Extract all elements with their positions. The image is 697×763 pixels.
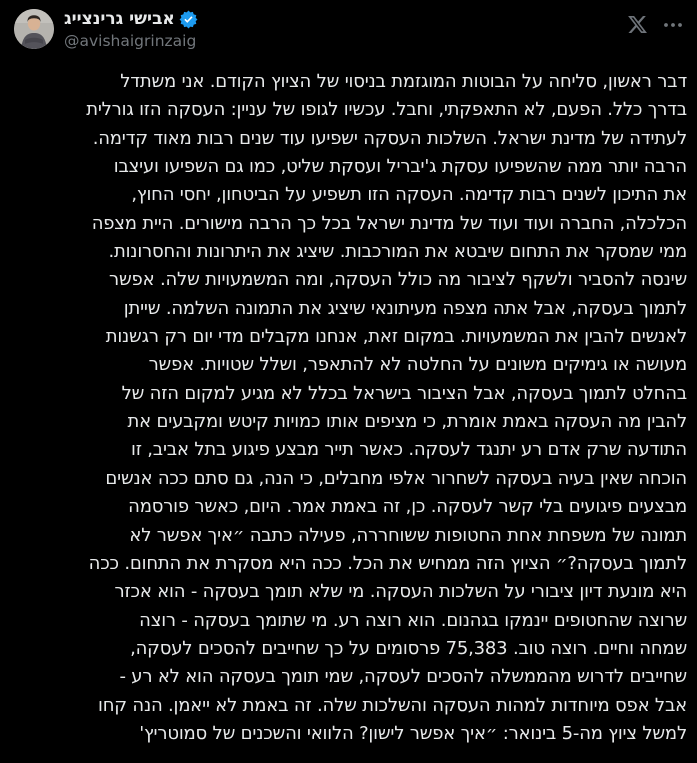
- post-line: אבל אפס מיוחדות למהות העסקה והשלכות שלה. זה באמת לא ייאמן. הנה קחו: [98, 694, 687, 716]
- post-line: הרבה יותר ממה שהשפיעו עסקת ג'יבריל ועסקת שליט, כמו גם השפיעו ועיצבו: [113, 156, 687, 178]
- post-line: שרוצה שהחטופים יינמקו בגהנום. הוא רוצה רע. מי שתומך בעסקה - רוצה: [139, 609, 687, 631]
- post-line: תמונה של משפחת אחת החטופות ששוחררה, פעילה כתבה ״איך אפשר לא: [129, 524, 687, 546]
- post-line: התודעה שרק אדם רע יתנגד לעסקה. כאשר תייר מבצע פיגוע בתל אביב, זו: [131, 439, 687, 461]
- post-line: שחייבים לדרוש מהממשלה להסכים לעסקה, שמי תומך בעסקה הוא לא רע -: [119, 666, 687, 688]
- avatar-image: [14, 9, 54, 49]
- post-line: להבין מה העסקה באמת אומרת, כי מציפים אותו כמויות קיטש ומקבעים את: [127, 411, 687, 433]
- post-line: לעתידה של מדינת ישראל. השלכות העסקה ישפיעו עוד שנים רבות מאוד קדימה.: [92, 127, 687, 149]
- post-header: [0, 0, 697, 51]
- author-handle[interactable]: @avishaigrinzaig: [64, 32, 197, 50]
- post-line: ממי שמסקר את התחום שיבטא את המורכבות. שיציג את היתרונות והחסרונות.: [108, 241, 687, 263]
- post-line: לאנשים להבין את המשמעויות. במקום זאת, אנחנו מקבלים מדי יום רק רגשנות: [105, 326, 687, 348]
- post-line: מעושה או גימיקים משונים על החלטה לא להתאפר, ושלל שטויות. אפשר: [148, 354, 687, 376]
- post-line: שינסה להסביר ולשקף לציבור מה כולל העסקה, ומה המשמעויות שלה. אפשר: [109, 269, 687, 291]
- post-body: [0, 51, 697, 748]
- author-name-row: [64, 9, 198, 30]
- more-options-icon: [663, 22, 683, 28]
- post-line: הכלכלה, החברה ועוד ועוד של מדינת ישראל בכל כך הרבה מישורים. היית מצפה: [91, 212, 687, 234]
- verified-badge-icon: [179, 10, 198, 29]
- x-logo-icon[interactable]: [627, 14, 648, 35]
- post-line: היא מונעת דיון ציבורי על השלכות העסקה. מי שלא תומך בעסקה - הוא אכזר: [114, 581, 687, 603]
- avatar[interactable]: [14, 9, 54, 49]
- post-line: בדרך כלל. הפעם, לא התאפקתי, וחבל. עכשיו לגופו של עניין: העסקה הזו גורלית: [86, 99, 687, 121]
- post-line: הוכחה שאין בעיה בעסקה לשחרור אלפי מחבלים, כי הנה, גם סתם ככה אנשים: [105, 467, 687, 489]
- post-line: את התיכון לשנים רבות קדימה. העסקה הזו תשפיע על הביטחון, יחסי החוץ,: [131, 184, 687, 206]
- post-line: בהחלט לתמוך בעסקה, אבל הציבור בישראל בכלל לא מגיע למקום הזה של: [121, 382, 687, 404]
- post-line: שמחה וחיים. רוצה טוב. 75,383 פרסומים על כך שחייבים להסכים לעסקה,: [130, 637, 687, 659]
- author-block: [64, 9, 198, 51]
- post-line: למשל ציוץ מה-5 בינואר: ״איך אפשר לישון? הלוואי והשכנים של סמוטריץ': [139, 722, 687, 744]
- header-actions: [627, 9, 683, 35]
- post-line: לתמוך בעסקה, אבל אתה מצפה מעיתונאי שיציג את התמונה השלמה. שייתן: [123, 297, 687, 319]
- more-options-button[interactable]: [663, 14, 683, 35]
- post-line: מבצעים פיגועים בלי קשר לעסקה. כן, זה באמת אמר. היום, כאשר פורסמה: [128, 496, 687, 518]
- author-display-name[interactable]: אבישי גרינצייג: [64, 9, 175, 29]
- post-line: דבר ראשון, סליחה על הבוטות המוגזמת בניסוי של הציוץ הקודם. אני משתדל: [120, 71, 687, 92]
- post-line: לתמוך בעסקה?״ הציוץ הזה ממחיש את הכל. ככה היא מסקרת את התחום. ככה: [88, 552, 687, 574]
